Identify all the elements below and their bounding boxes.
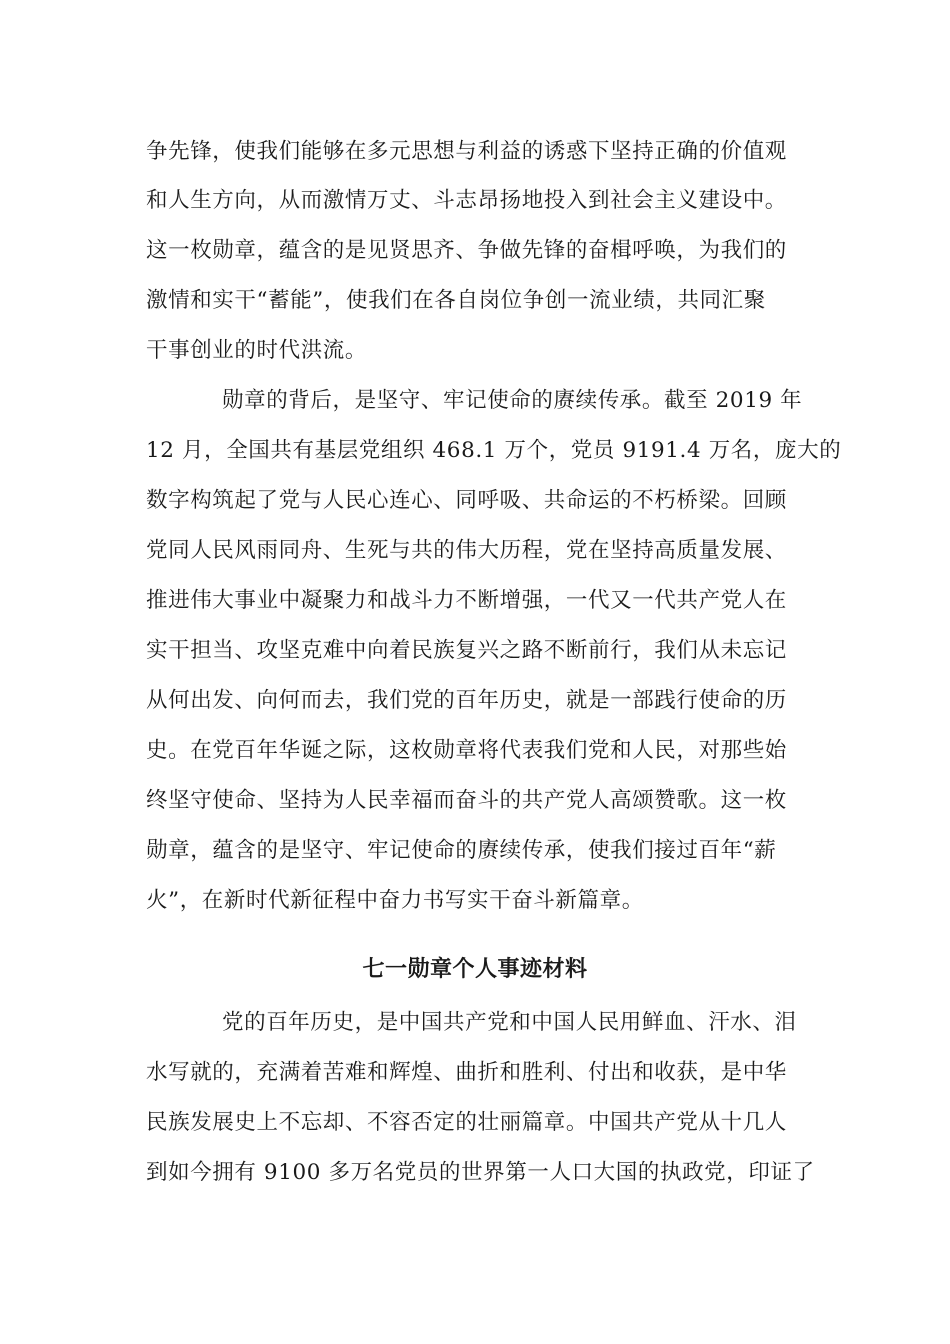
paragraph-2-line-7: 从何出发、向何而去，我们党的百年历史，就是一部践行使命的历 — [146, 688, 787, 713]
paragraph-2-line-3: 数字构筑起了党与人民心连心、同呼吸、共命运的不朽桥梁。回顾 — [146, 488, 787, 513]
paragraph-3-line-1: 党的百年历史，是中国共产党和中国人民用鲜血、汗水、泪 — [222, 1010, 797, 1035]
paragraph-2-line-5: 推进伟大事业中凝聚力和战斗力不断增强，一代又一代共产党人在 — [146, 588, 787, 613]
paragraph-3-line-3: 民族发展史上不忘却、不容否定的壮丽篇章。中国共产党从十几人 — [146, 1110, 787, 1135]
paragraph-1-line-4: 激情和实干“蓄能”，使我们在各自岗位争创一流业绩，共同汇聚 — [146, 288, 766, 313]
paragraph-2-line-1: 勋章的背后，是坚守、牢记使命的赓续传承。截至 2019 年 — [222, 388, 803, 413]
paragraph-2-line-2: 12 月，全国共有基层党组织 468.1 万个，党员 9191.4 万名，庞大的 — [146, 438, 842, 463]
paragraph-2-line-6: 实干担当、攻坚克难中向着民族复兴之路不断前行，我们从未忘记 — [146, 638, 787, 663]
paragraph-1-line-3: 这一枚勋章，蕴含的是见贤思齐、争做先锋的奋楫呼唤，为我们的 — [146, 238, 787, 263]
paragraph-2-line-10: 勋章，蕴含的是坚守、牢记使命的赓续传承，使我们接过百年“薪 — [146, 838, 777, 863]
paragraph-1-line-1: 争先锋，使我们能够在多元思想与利益的诱惑下坚持正确的价值观 — [146, 139, 787, 164]
paragraph-1-line-5: 干事创业的时代洪流。 — [146, 338, 368, 363]
paragraph-3-line-4: 到如今拥有 9100 多万名党员的世界第一人口大国的执政党，印证了 — [146, 1160, 815, 1185]
paragraph-2-line-9: 终坚守使命、坚持为人民幸福而奋斗的共产党人高颂赞歌。这一枚 — [146, 788, 787, 813]
section-heading: 七一勋章个人事迹材料 — [362, 957, 588, 982]
paragraph-3-line-2: 水写就的，充满着苦难和辉煌、曲折和胜利、付出和收获，是中华 — [146, 1060, 787, 1085]
paragraph-2-line-11: 火”，在新时代新征程中奋力书写实干奋斗新篇章。 — [146, 888, 644, 913]
paragraph-1-line-2: 和人生方向，从而激情万丈、斗志昂扬地投入到社会主义建设中。 — [146, 188, 787, 213]
paragraph-2-line-4: 党同人民风雨同舟、生死与共的伟大历程，党在坚持高质量发展、 — [146, 538, 787, 563]
paragraph-2-line-8: 史。在党百年华诞之际，这枚勋章将代表我们党和人民，对那些始 — [146, 738, 787, 763]
